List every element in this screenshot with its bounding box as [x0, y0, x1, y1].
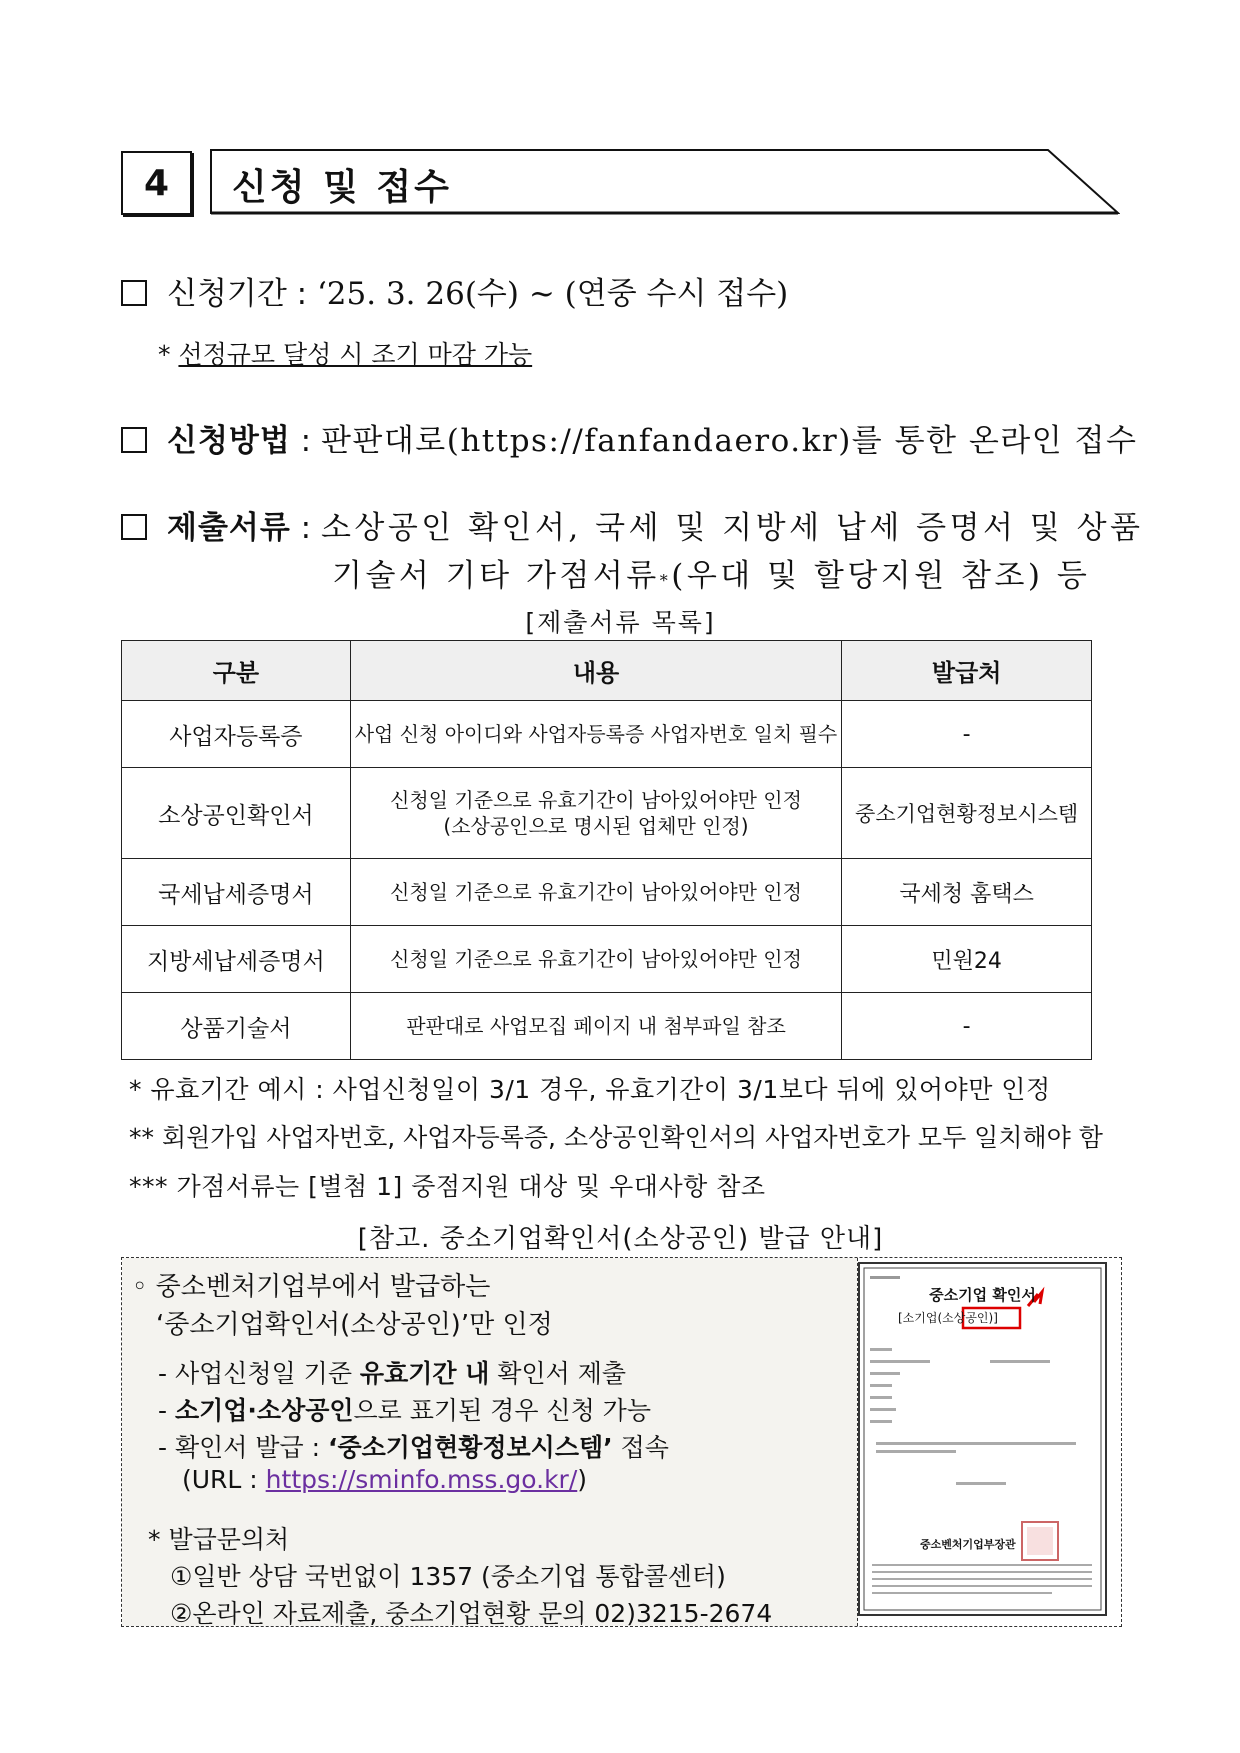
ref-item1-c: 확인서 제출 — [489, 1359, 627, 1388]
method-label: 신청방법 — [167, 423, 291, 459]
row-issuer: 국세청 홈택스 — [842, 859, 1092, 926]
certificate-subtitle-c: )] — [988, 1311, 998, 1325]
docs-line2-b: (우대 및 할당지원 참조) 등 — [671, 558, 1091, 594]
ref-inquiry-2: ②온라인 자료제출, 중소기업현황 문의 02)3215-2674 — [170, 1599, 773, 1628]
ref-item1 — [158, 1354, 626, 1390]
certificate-sample-image — [858, 1262, 1107, 1616]
ref-item1-b: 유효기간 내 — [359, 1359, 490, 1388]
checkbox-square-icon — [121, 280, 147, 306]
table-row — [122, 926, 1092, 993]
row-name: 국세납세증명서 — [122, 859, 351, 926]
period-note-text: 선정규모 달성 시 조기 마감 가능 — [178, 340, 533, 369]
ref-item3-a: - 확인서 발급 : — [158, 1433, 328, 1462]
certificate-subtitle-a: [소기업( — [898, 1311, 943, 1325]
ref-item3-c: 접속 — [612, 1433, 669, 1462]
method-value: 판판대로(https://fanfandaero.kr)를 통한 온라인 접수 — [320, 423, 1138, 459]
docs-sep: : — [290, 510, 321, 546]
reference-text-panel — [122, 1258, 858, 1626]
ref-item2-b: 소기업·소상공인 — [174, 1396, 354, 1425]
period-sep: : — [286, 276, 317, 312]
period-row — [121, 268, 788, 313]
row-content — [350, 768, 841, 859]
docs-line1: 소상공인 확인서, 국세 및 지방세 납세 증명서 및 상품 — [320, 510, 1144, 546]
docs-label: 제출서류 — [167, 510, 291, 546]
ref-url-open: (URL : — [182, 1465, 266, 1494]
method-sep: : — [290, 423, 321, 459]
footnote-3: *** 가점서류는 [별첨 1] 중점지원 대상 및 우대사항 참조 — [129, 1172, 766, 1201]
row-content-line: (소상공인으로 명시된 업체만 인정) — [443, 814, 749, 838]
certificate-footer: 중소벤처기업부장관 — [920, 1538, 1016, 1551]
table-row — [122, 993, 1092, 1060]
docs-line2 — [332, 550, 1090, 595]
row-issuer: - — [842, 701, 1092, 768]
ref-item3 — [158, 1428, 669, 1464]
note-star: * — [158, 340, 179, 369]
certificate-subtitle — [898, 1309, 998, 1326]
docs-row — [121, 502, 1144, 547]
ref-item3-b: ‘중소기업현황정보시스템’ — [327, 1433, 613, 1462]
table-row — [122, 768, 1092, 859]
section-title: 신청 및 접수 — [232, 167, 452, 208]
certificate-subtitle-b: 소상공인 — [942, 1311, 989, 1325]
row-name: 지방세납세증명서 — [122, 926, 351, 993]
ref-line2: ‘중소기업확인서(소상공인)’만 인정 — [156, 1310, 553, 1340]
ref-url-line — [182, 1465, 587, 1494]
submission-docs-table — [121, 640, 1092, 1060]
table-row — [122, 701, 1092, 768]
row-name: 사업자등록증 — [122, 701, 351, 768]
ref-line1: ◦ 중소벤처기업부에서 발급하는 — [132, 1272, 491, 1302]
header-category: 구분 — [122, 641, 351, 701]
period-label: 신청기간 — [167, 276, 287, 312]
table-row — [122, 859, 1092, 926]
table-header-row — [122, 641, 1092, 701]
header-content: 내용 — [350, 641, 841, 701]
table-caption: [제출서류 목록] — [525, 608, 716, 637]
docs-line2-sup: * — [659, 571, 672, 590]
docs-line2-a: 기술서 기타 가점서류 — [332, 558, 660, 594]
period-note — [158, 335, 532, 371]
row-name: 소상공인확인서 — [122, 768, 351, 859]
row-content: 신청일 기준으로 유효기간이 남아있어야만 인정 — [350, 859, 841, 926]
ref-url-close: ) — [577, 1465, 588, 1494]
row-issuer: - — [842, 993, 1092, 1060]
checkbox-square-icon — [121, 514, 147, 540]
row-issuer: 민원24 — [842, 926, 1092, 993]
row-content: 사업 신청 아이디와 사업자등록증 사업자번호 일치 필수 — [350, 701, 841, 768]
ref-item1-a: - 사업신청일 기준 — [158, 1359, 360, 1388]
period-value: ‘25. 3. 26(수) ~ (연중 수시 접수) — [316, 276, 789, 312]
sminfo-link[interactable]: https://sminfo.mss.go.kr/ — [265, 1465, 578, 1494]
certificate-title: 중소기업 확인서 — [929, 1286, 1036, 1304]
checkbox-square-icon — [121, 427, 147, 453]
row-name: 상품기술서 — [122, 993, 351, 1060]
ref-item2-c: 으로 표기된 경우 신청 가능 — [353, 1396, 651, 1425]
footnote-1: * 유효기간 예시 : 사업신청일이 3/1 경우, 유효기간이 3/1보다 뒤에 있어야만 인정 — [129, 1075, 1051, 1104]
row-content: 신청일 기준으로 유효기간이 남아있어야만 인정 — [350, 926, 841, 993]
ref-item2-a: - — [158, 1396, 175, 1425]
row-content-line: 신청일 기준으로 유효기간이 남아있어야만 인정 — [390, 788, 802, 812]
ref-inquiry-title: * 발급문의처 — [148, 1525, 290, 1554]
section-number: 4 — [121, 151, 192, 215]
section-title-box — [210, 149, 1120, 215]
header-issuer: 발급처 — [842, 641, 1092, 701]
row-content: 판판대로 사업모집 페이지 내 첨부파일 참조 — [350, 993, 841, 1060]
row-issuer: 중소기업현황정보시스템 — [842, 768, 1092, 859]
ref-item2 — [158, 1391, 651, 1427]
method-row — [121, 415, 1137, 460]
ref-inquiry-1: ①일반 상담 국번없이 1357 (중소기업 통합콜센터) — [170, 1562, 726, 1591]
footnote-2: ** 회원가입 사업자번호, 사업자등록증, 소상공인확인서의 사업자번호가 모두 일치해야 함 — [129, 1123, 1103, 1152]
reference-caption: [참고. 중소기업확인서(소상공인) 발급 안내] — [357, 1224, 884, 1254]
